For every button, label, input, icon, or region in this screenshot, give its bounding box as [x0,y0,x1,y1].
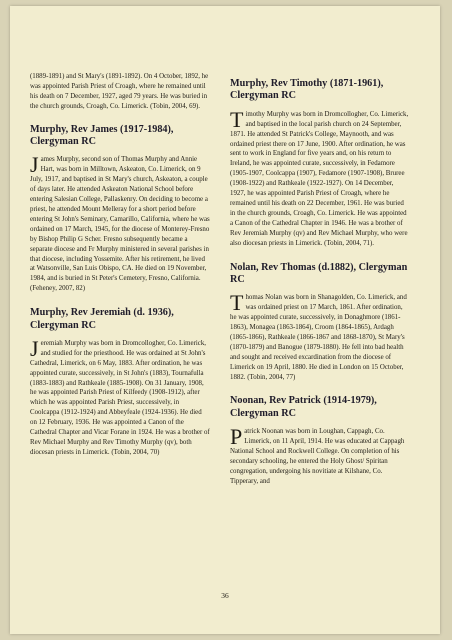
drop-cap: J [30,152,39,178]
entry-body [30,335,210,458]
entry-murphy-jeremiah [30,307,210,458]
entry-body [230,106,410,249]
right-column [230,78,410,500]
document-page [10,6,440,634]
drop-cap: T [230,290,244,316]
entry-text: imothy Murphy was born in Dromcollogher, Co. Limerick, and baptised in the local parish church on 24 September, 1871. He attended St Patrick's College, Maynooth, and was ordained priest there on 17 June, 1900. After ordination, he was sent to work in England for five years and, on his return to Ireland, he was appointed curate, successively, in Fedamore (1905-1907, Coolcappa (1907), Fedamore (1907-1908), Bruree (1908-1922) and Rathkeale (1922-1927). On 14 December, 1927, he was appointed Parish Priest of Croagh, where he remained until his death on 22 December, 1961. He was buried in the church grounds, Croagh, Co. Limerick. He was appointed a Canon of the Cathedral Chapter in 1946. He was a brother of Rev Jeremiah Murphy (qv) and Rev Michael Murphy, who were also diocesan priests in Limerick. (Tobin, 2004, 71). [230,110,409,247]
entry-text: eremiah Murphy was born in Dromcollogher, Co. Limerick, and studied for the priesthood. He was ordained at St John's Cathedral, Limerick, on 6 May, 1883. After ordination, he was appointed curate, successively, in St John's (1883), Tournafulla (1883-1883) and Rathkeale (1885-1908). On 31 January, 1908, he was appointed Parish Priest of Kilfeedy (1908-1912), after which he was appointed Parish Priest, successively, in Coolcappa (1912-1924) and Abbeyfeale (1924-1936). He died on 12 February, 1936. He was appointed a Canon of the Cathedral Chapter and Vicar Forane in 1924. He was a brother of Rev Michael Murphy and Rev Timothy Murphy (qv), both diocesan priests in Limerick. (Tobin, 2004, 70) [30,339,210,456]
drop-cap: J [30,335,39,361]
entry-text: ames Murphy, second son of Thomas Murphy and Annie Hart, was born in Milltown, Askeaton, Co. Limerick, on 9 July, 1917, and baptised in St Mary's church, Askeaton, a couple of days later. He attended Askeaton National School before entering Salesian College, Pallaskenry. On deciding to become a priest, he attended Mount Melleray for a short period before entering St John's Seminary, Camarillo, California, where he was ordained on 17 March, 1945, for the diocese of Monterey-Fresno by Bishop Philip G Scher. Fresno subsequently became a separate diocese and Fr Murphy ministered in several parishes in that diocese, including Yossemite. After his retirement, he lived at Watsonville, San Luis Obispo, CA. He died on 19 November, 1984, and is buried in St Peter's Cemetery, Fresno, California. (Feheney, 2007, 82) [30,156,210,293]
entry-text: atrick Noonan was born in Loughan, Cappagh, Co. Limerick, on 11 April, 1914. He was educated at Cappagh National School and Rockwell College. On completion of his secondary schooling, he entered the Holy Ghost/ Spiritan congregation, undergoing his novitiate at Kilshane, Co. Tipperary, and [230,428,405,485]
entry-text: homas Nolan was born in Shanagolden, Co. Limerick, and was ordained priest on 17 March, 1861. After ordination, he was appointed curate, successively, in Donaghmore (1861-1863), Monagea (1863-1864), Croom (1864-1865), Ardagh (1865-1866), Rathkeale (1866-1867 and 1868-1870), St Mary's (1870-1879) and Banogue (1879-1880). He fell into bad health and sought and received excardination from the diocese of Limerick on 19 April, 1880. He died in London on 15 October, 1882. (Tobin, 2004, 77) [230,294,407,381]
entry-title: Murphy, Rev James (1917-1984), Clergyman RC [30,123,174,148]
entry-title: Murphy, Rev Jeremiah (d. 1936), Clergyman RC [30,307,174,331]
drop-cap: P [230,424,243,450]
entry-body [30,152,210,294]
entry-body [230,290,410,382]
entry-murphy-timothy [230,78,410,249]
left-column [30,72,210,471]
entry-nolan-thomas [230,262,410,383]
entry-noonan-patrick [230,395,410,486]
continued-text: (1889-1891) and St Mary's (1891-1892). On 4 October, 1892, he was appointed Parish Priest of Croagh, where he remained until his death on 7 December, 1927, aged 79 years. He was buried in the church grounds, Croagh, Co. Limerick. (Tobin, 2004, 69). [30,73,209,110]
entry-body [230,424,410,486]
entry-murphy-james [30,124,210,295]
entry-title: Nolan, Rev Thomas (d.1882), Clergyman RC [230,261,408,285]
drop-cap: T [230,106,244,132]
entry-title: Murphy, Rev Timothy (1871-1961), Clergyman RC [230,78,384,102]
page-number: 36 [221,591,229,600]
entry-title: Noonan, Rev Patrick (1914-1979), Clergyman RC [230,395,377,419]
